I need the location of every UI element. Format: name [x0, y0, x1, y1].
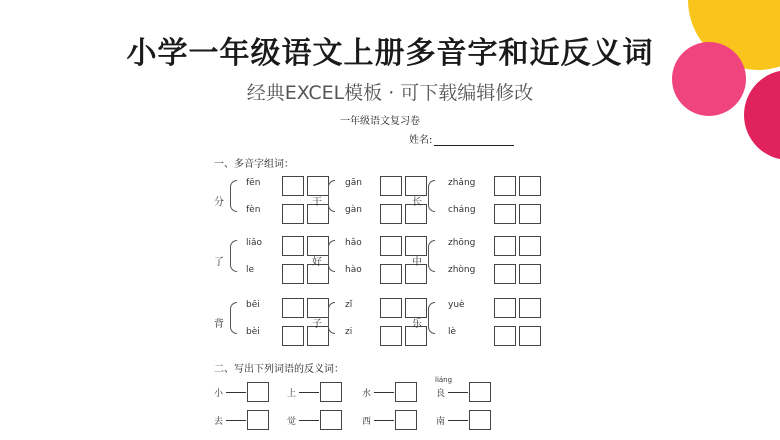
antonym-answer-box[interactable]	[247, 382, 269, 402]
answer-box[interactable]	[282, 204, 304, 224]
polyphonic-char: 分	[214, 197, 224, 208]
brace	[230, 240, 237, 272]
polyphonic-char: 好	[312, 257, 322, 268]
antonym-char: 西	[362, 417, 372, 427]
antonym-pinyin: liáng	[435, 376, 453, 384]
pinyin-label: zǐ	[345, 300, 353, 310]
polyphonic-char: 了	[214, 257, 224, 268]
pinyin-label: hǎo	[345, 238, 362, 248]
answer-box[interactable]	[380, 326, 402, 346]
answer-box[interactable]	[282, 264, 304, 284]
pinyin-label: hào	[345, 265, 362, 275]
answer-box[interactable]	[519, 176, 541, 196]
page-subtitle: 经典EXCEL模板 · 可下载编辑修改	[246, 82, 534, 104]
brace	[328, 302, 335, 334]
answer-box[interactable]	[494, 176, 516, 196]
brace	[328, 180, 335, 212]
brace	[328, 240, 335, 272]
polyphonic-char: 背	[214, 319, 224, 330]
answer-box[interactable]	[494, 236, 516, 256]
antonym-dash	[374, 420, 394, 421]
name-field: 姓名:	[409, 131, 514, 146]
polyphonic-char: 干	[312, 197, 322, 208]
answer-box[interactable]	[494, 264, 516, 284]
antonym-dash	[299, 420, 319, 421]
pinyin-label: bēi	[246, 300, 260, 310]
pinyin-label: yuè	[448, 300, 465, 310]
answer-box[interactable]	[380, 298, 402, 318]
answer-box[interactable]	[282, 176, 304, 196]
antonym-dash	[448, 420, 468, 421]
antonym-char: 水	[362, 389, 372, 399]
page-title: 小学一年级语文上册多音字和近反义词	[126, 36, 654, 71]
polyphonic-char: 子	[312, 319, 322, 330]
answer-box[interactable]	[282, 298, 304, 318]
brace	[428, 302, 435, 334]
pinyin-label: le	[246, 265, 255, 275]
brace	[428, 240, 435, 272]
pinyin-label: fēn	[246, 178, 261, 188]
polyphonic-char: 乐	[412, 319, 422, 330]
antonym-char: 觉	[287, 417, 297, 427]
antonym-char: 南	[436, 417, 446, 427]
antonym-char: 良	[436, 389, 446, 399]
polyphonic-char: 中	[412, 257, 422, 268]
pinyin-label: zhòng	[448, 265, 476, 275]
answer-box[interactable]	[519, 298, 541, 318]
answer-box[interactable]	[519, 326, 541, 346]
pinyin-label: bèi	[246, 327, 260, 337]
answer-box[interactable]	[380, 204, 402, 224]
answer-box[interactable]	[494, 326, 516, 346]
answer-box[interactable]	[380, 264, 402, 284]
antonym-answer-box[interactable]	[395, 382, 417, 402]
antonym-answer-box[interactable]	[320, 410, 342, 430]
antonym-dash	[299, 392, 319, 393]
pinyin-label: lè	[448, 327, 457, 337]
polyphonic-char: 长	[412, 197, 422, 208]
name-label: 姓名	[409, 135, 429, 146]
section-heading-polyphonic: 一、多音字组词：	[214, 159, 294, 170]
answer-box[interactable]	[519, 264, 541, 284]
antonym-char: 上	[287, 389, 297, 399]
brace	[428, 180, 435, 212]
answer-box[interactable]	[519, 236, 541, 256]
pinyin-label: gān	[345, 178, 362, 188]
antonym-answer-box[interactable]	[320, 382, 342, 402]
pinyin-label: liǎo	[246, 238, 263, 248]
brace	[230, 180, 237, 212]
antonym-answer-box[interactable]	[469, 410, 491, 430]
antonym-answer-box[interactable]	[469, 382, 491, 402]
antonym-dash	[226, 392, 246, 393]
antonym-dash	[448, 392, 468, 393]
pinyin-label: gàn	[345, 205, 362, 215]
name-blank-line[interactable]	[434, 136, 514, 146]
antonym-dash	[374, 392, 394, 393]
section-heading-antonyms: 二、写出下列词语的反义词：	[214, 364, 344, 375]
answer-box[interactable]	[494, 204, 516, 224]
pinyin-label: cháng	[448, 205, 476, 215]
antonym-dash	[226, 420, 246, 421]
answer-box[interactable]	[519, 204, 541, 224]
answer-box[interactable]	[380, 236, 402, 256]
antonym-answer-box[interactable]	[395, 410, 417, 430]
antonym-answer-box[interactable]	[247, 410, 269, 430]
answer-box[interactable]	[494, 298, 516, 318]
worksheet-title: 一年级语文复习卷	[340, 116, 420, 127]
antonym-char: 去	[214, 417, 224, 427]
answer-box[interactable]	[282, 236, 304, 256]
pinyin-label: zhōng	[448, 238, 476, 248]
pinyin-label: fèn	[246, 205, 261, 215]
pinyin-label: zhǎng	[448, 178, 476, 188]
answer-box[interactable]	[380, 176, 402, 196]
answer-box[interactable]	[282, 326, 304, 346]
antonym-char: 小	[214, 389, 224, 399]
pinyin-label: zi	[345, 327, 353, 337]
brace	[230, 302, 237, 334]
